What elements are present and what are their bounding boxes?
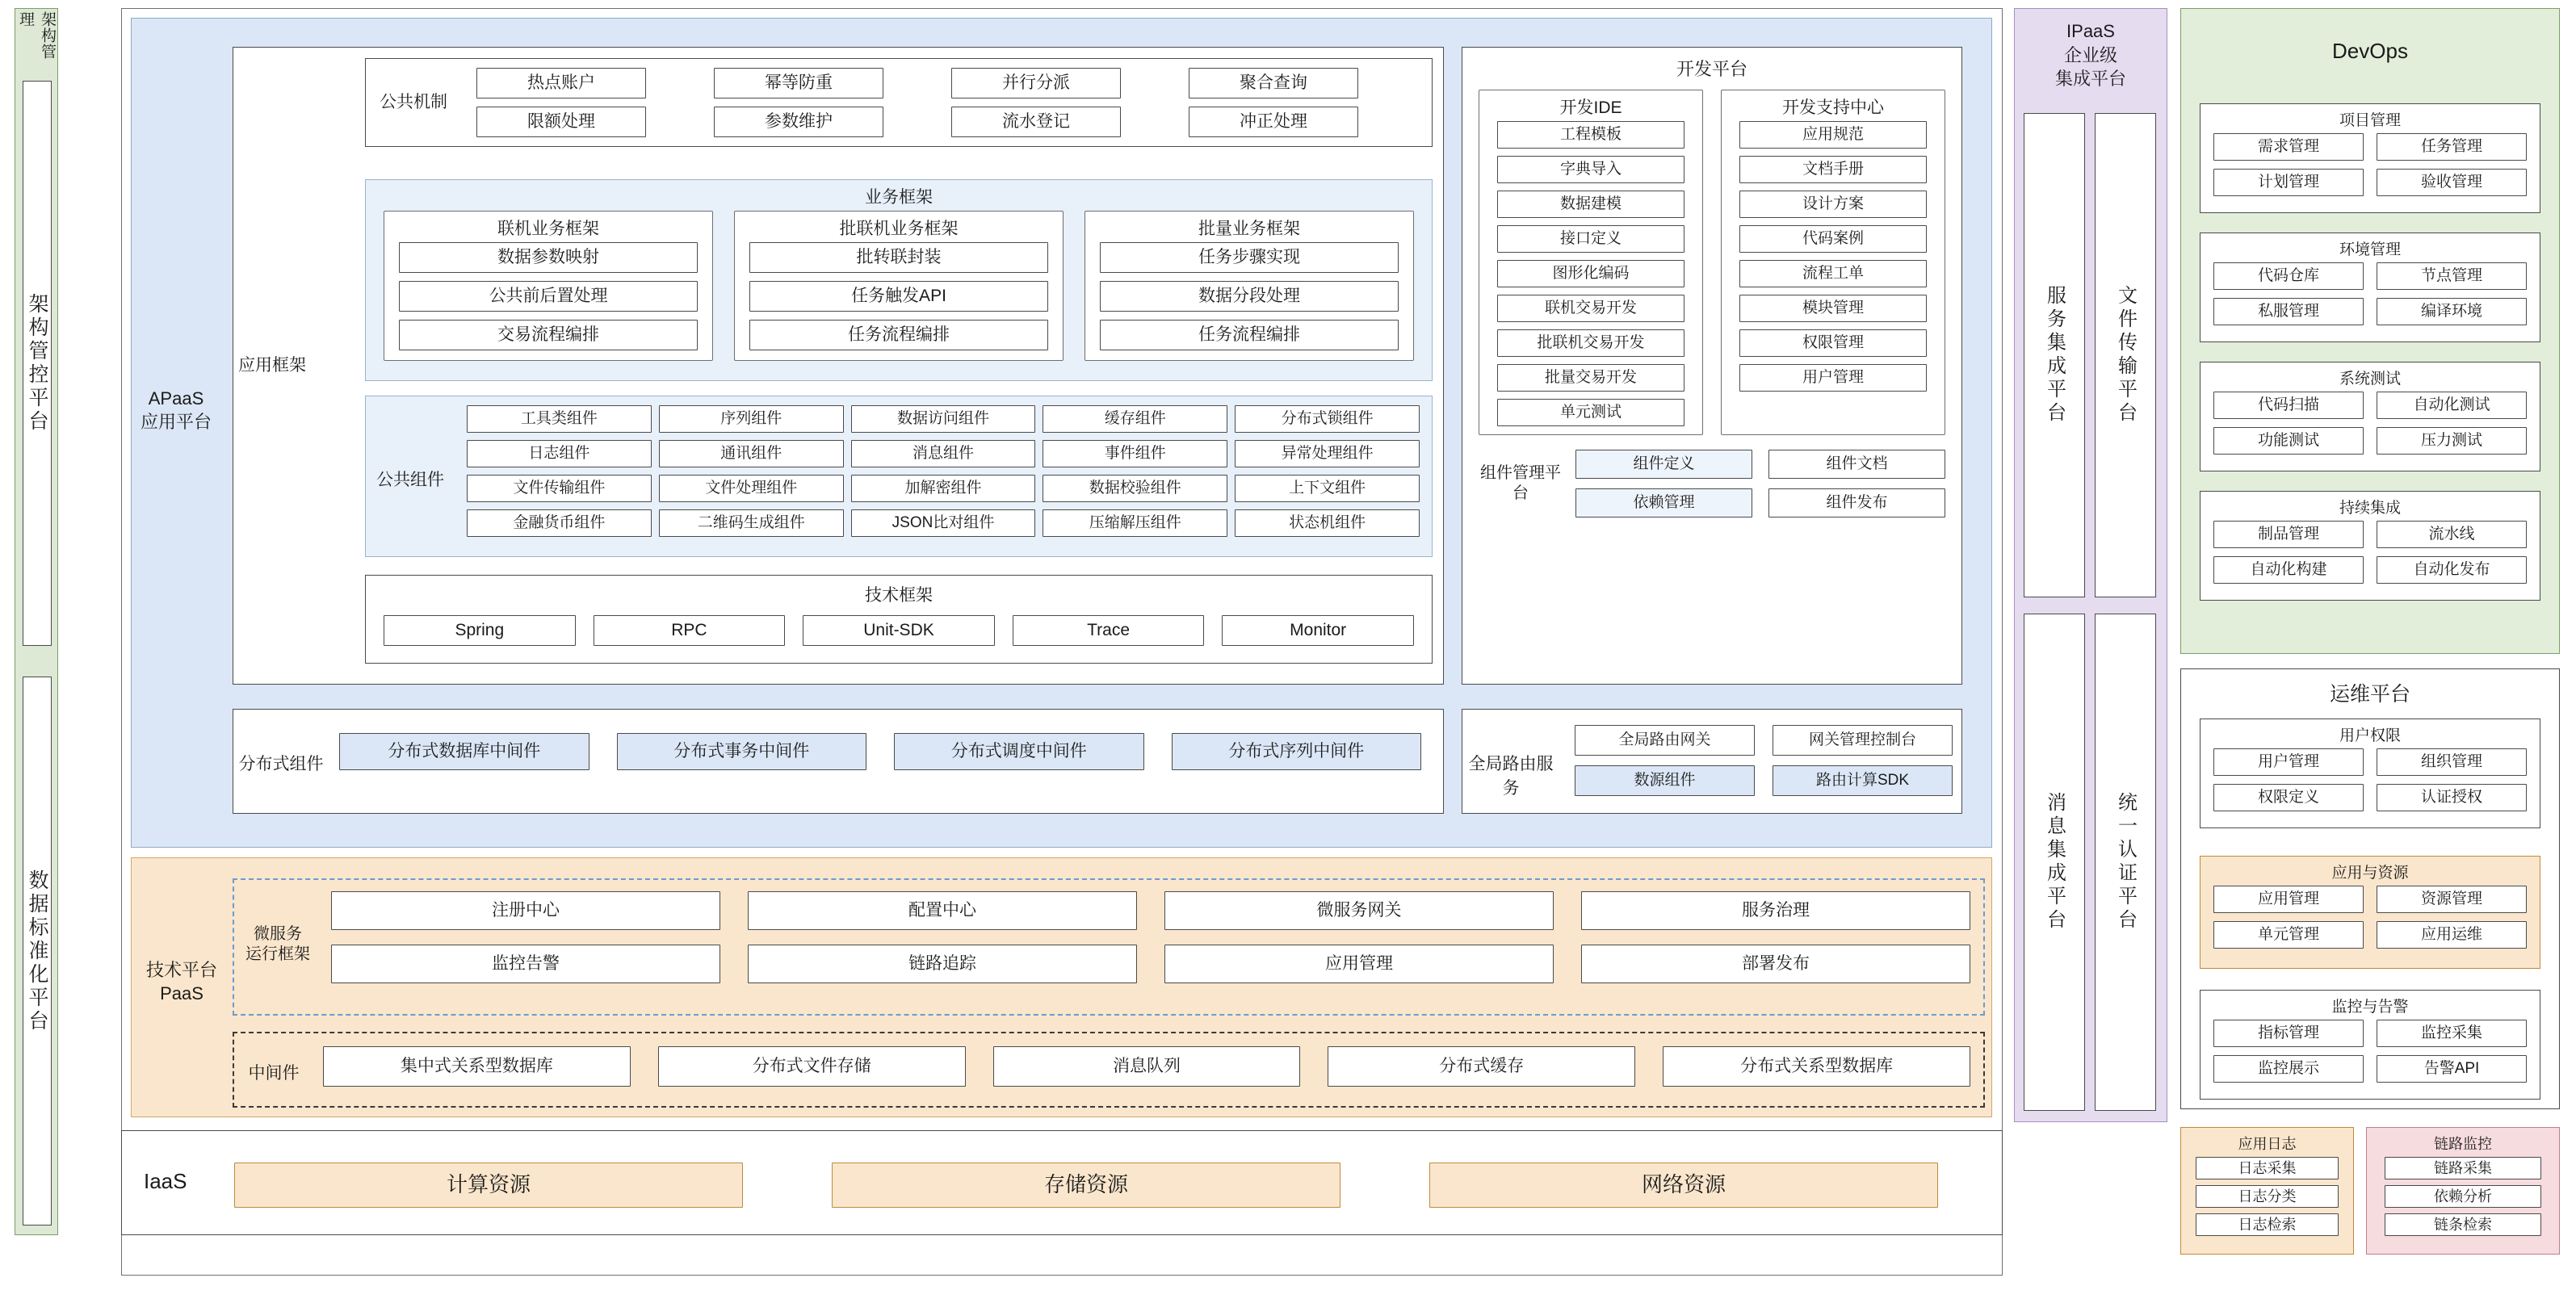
technical-framework-item[interactable]: Trace	[1013, 615, 1205, 646]
component-management-item[interactable]: 组件定义	[1575, 450, 1752, 479]
public-component-item[interactable]: 上下文组件	[1235, 475, 1420, 502]
public-component-item[interactable]: 状态机组件	[1235, 509, 1420, 537]
distributed-components-label	[237, 751, 325, 775]
development-ide-item[interactable]: 字典导入	[1497, 156, 1684, 183]
application-log-item[interactable]: 日志分类	[2196, 1185, 2339, 1208]
public-component-item[interactable]: 通讯组件	[659, 440, 844, 467]
development-ide-item[interactable]: 接口定义	[1497, 225, 1684, 253]
online-business-framework-item[interactable]: 公共前后置处理	[399, 281, 698, 312]
system-test-item[interactable]: 压力测试	[2377, 427, 2527, 455]
middleware-item[interactable]: 分布式关系型数据库	[1663, 1046, 1970, 1087]
development-ide-item[interactable]: 联机交易开发	[1497, 295, 1684, 322]
distributed-components-items	[339, 733, 1421, 770]
public-component-item[interactable]: 二维码生成组件	[659, 509, 844, 537]
system-test-title: 系统测试	[2339, 371, 2401, 388]
project-management-item[interactable]: 任务管理	[2377, 133, 2527, 161]
monitoring-and-alarm-group	[2200, 990, 2540, 1100]
microservice-item[interactable]: 链路追踪	[748, 945, 1137, 983]
distributed-component-item[interactable]: 分布式数据库中间件	[339, 733, 589, 770]
environment-management-title: 环境管理	[2339, 241, 2401, 258]
microservice-item[interactable]: 配置中心	[748, 891, 1137, 930]
component-management-platform-label: 组件管理平台	[1480, 464, 1561, 502]
global-route-service-label-text: 全局路由服务	[1468, 755, 1554, 798]
link-monitoring-item[interactable]: 依赖分析	[2385, 1185, 2541, 1208]
development-ide-item[interactable]: 单元测试	[1497, 399, 1684, 426]
public-component-item[interactable]: 事件组件	[1043, 440, 1227, 467]
global-route-item[interactable]: 数源组件	[1575, 765, 1755, 796]
development-support-item[interactable]: 代码案例	[1739, 225, 1927, 253]
microservice-item[interactable]: 微服务网关	[1164, 891, 1554, 930]
microservice-item[interactable]: 注册中心	[331, 891, 720, 930]
unified-authentication-platform-label: 统一认证平台	[2114, 792, 2137, 932]
architecture-management-label	[16, 11, 57, 74]
technical-framework-item[interactable]: Monitor	[1222, 615, 1414, 646]
technical-framework-item[interactable]: Unit-SDK	[803, 615, 995, 646]
business-framework-title: 业务框架	[865, 188, 933, 207]
iaas-label-text: IaaS	[144, 1169, 187, 1193]
user-permission-item[interactable]: 用户管理	[2213, 748, 2364, 776]
iaas-items	[234, 1163, 1938, 1208]
batch-business-framework-title: 批量业务框架	[1198, 220, 1300, 238]
apaas-label-line2: 应用平台	[140, 411, 212, 432]
microservice-item[interactable]: 监控告警	[331, 945, 720, 983]
component-management-item[interactable]: 依赖管理	[1575, 488, 1752, 517]
public-mechanism-item[interactable]: 限额处理	[476, 107, 646, 137]
online-business-framework	[384, 211, 713, 361]
global-route-items	[1575, 725, 1953, 796]
link-monitoring-title: 链路监控	[2434, 1136, 2492, 1152]
monitoring-and-alarm-item[interactable]: 告警API	[2377, 1055, 2527, 1083]
development-ide-item[interactable]: 工程模板	[1497, 121, 1684, 149]
public-components-items	[467, 405, 1420, 537]
user-permission-item[interactable]: 组织管理	[2377, 748, 2527, 776]
public-component-item[interactable]: 金融货币组件	[467, 509, 652, 537]
continuous-integration-item[interactable]: 自动化构建	[2213, 556, 2364, 584]
user-permission-item[interactable]: 权限定义	[2213, 784, 2364, 811]
batch-online-business-framework-item[interactable]: 批转联封装	[749, 242, 1048, 273]
development-ide-group	[1479, 90, 1703, 435]
business-framework-group	[365, 179, 1433, 381]
distributed-component-item[interactable]: 分布式序列中间件	[1172, 733, 1422, 770]
microservice-items	[331, 891, 1970, 983]
data-standardization-platform[interactable]	[23, 677, 52, 1225]
application-framework-label-text: 应用框架	[238, 356, 306, 375]
middleware-items	[323, 1046, 1970, 1087]
file-transfer-platform-label: 文件传输平台	[2114, 285, 2137, 425]
continuous-integration-title: 持续集成	[2339, 500, 2401, 517]
system-test-item[interactable]: 功能测试	[2213, 427, 2364, 455]
development-support-item[interactable]: 用户管理	[1739, 364, 1927, 392]
public-component-item[interactable]: 分布式锁组件	[1235, 405, 1420, 433]
public-component-item[interactable]: 数据访问组件	[851, 405, 1036, 433]
development-support-item[interactable]: 应用规范	[1739, 121, 1927, 149]
file-transfer-platform[interactable]	[2095, 113, 2156, 597]
ipaas-title-line3: 集成平台	[2054, 69, 2126, 90]
microservice-item[interactable]: 服务治理	[1581, 891, 1970, 930]
data-standardization-platform-label: 数据标准化平台	[26, 869, 48, 1033]
continuous-integration-item[interactable]: 流水线	[2377, 521, 2527, 548]
unified-authentication-platform[interactable]	[2095, 614, 2156, 1111]
middleware-item[interactable]: 分布式缓存	[1328, 1046, 1635, 1087]
development-ide-item[interactable]: 数据建模	[1497, 191, 1684, 218]
microservice-label-line2: 运行框架	[245, 945, 310, 963]
continuous-integration-item[interactable]: 自动化发布	[2377, 556, 2527, 584]
message-integration-platform-label: 消息集成平台	[2043, 792, 2066, 932]
iaas-item[interactable]: 计算资源	[234, 1163, 743, 1208]
user-permission-title: 用户权限	[2339, 727, 2401, 744]
continuous-integration-group	[2200, 491, 2540, 601]
public-mechanism-item[interactable]: 幂等防重	[714, 68, 883, 98]
system-test-item[interactable]: 自动化测试	[2377, 392, 2527, 419]
user-permission-group	[2200, 719, 2540, 828]
technical-platform-label-line1: 技术平台	[145, 960, 217, 980]
batch-business-framework-item[interactable]: 数据分段处理	[1100, 281, 1399, 312]
public-mechanism-item[interactable]: 并行分派	[951, 68, 1121, 98]
technical-framework-group	[365, 575, 1433, 664]
project-management-item[interactable]: 验收管理	[2377, 169, 2527, 196]
ipaas-title-line2: 企业级	[2063, 44, 2117, 65]
online-business-framework-title: 联机业务框架	[497, 220, 599, 238]
online-business-framework-item[interactable]: 交易流程编排	[399, 320, 698, 350]
ops-platform-title: 运维平台	[2329, 683, 2410, 706]
public-component-item[interactable]: 压缩解压组件	[1043, 509, 1227, 537]
development-ide-item[interactable]: 图形化编码	[1497, 260, 1684, 287]
global-route-item[interactable]: 网关管理控制台	[1773, 725, 1953, 756]
development-support-center-group	[1721, 90, 1945, 435]
public-component-item[interactable]: 加解密组件	[851, 475, 1036, 502]
public-mechanism-label-text: 公共机制	[380, 93, 447, 111]
development-support-item[interactable]: 权限管理	[1739, 329, 1927, 357]
system-test-item[interactable]: 代码扫描	[2213, 392, 2364, 419]
application-and-resource-item[interactable]: 资源管理	[2377, 886, 2527, 913]
continuous-integration-item[interactable]: 制品管理	[2213, 521, 2364, 548]
environment-management-item[interactable]: 私服管理	[2213, 298, 2364, 325]
message-integration-platform[interactable]	[2024, 614, 2085, 1111]
environment-management-group	[2200, 233, 2540, 342]
public-component-item[interactable]: 日志组件	[467, 440, 652, 467]
distributed-components-label-text: 分布式组件	[238, 755, 324, 773]
public-mechanism-item[interactable]: 参数维护	[714, 107, 883, 137]
link-monitoring-panel	[2366, 1127, 2560, 1255]
development-support-item[interactable]: 模块管理	[1739, 295, 1927, 322]
batch-business-framework	[1085, 211, 1414, 361]
batch-business-framework-item[interactable]: 任务流程编排	[1100, 320, 1399, 350]
technical-platform-label	[137, 959, 226, 1005]
apaas-label-line1: APaaS	[148, 388, 204, 408]
public-component-item[interactable]: 文件传输组件	[467, 475, 652, 502]
development-ide-title: 开发IDE	[1559, 98, 1622, 117]
batch-online-business-framework	[734, 211, 1064, 361]
iaas-item[interactable]: 网络资源	[1429, 1163, 1938, 1208]
monitoring-and-alarm-title: 监控与告警	[2331, 999, 2409, 1016]
public-mechanism-label	[370, 89, 457, 113]
microservice-item[interactable]: 应用管理	[1164, 945, 1554, 983]
global-route-item[interactable]: 全局路由网关	[1575, 725, 1755, 756]
development-support-item[interactable]: 文档手册	[1739, 156, 1927, 183]
public-mechanism-item[interactable]: 流水登记	[951, 107, 1121, 137]
microservice-label-line1: 微服务	[254, 925, 302, 943]
public-components-label	[370, 467, 451, 491]
environment-management-item[interactable]: 编译环境	[2377, 298, 2527, 325]
environment-management-item[interactable]: 代码仓库	[2213, 262, 2364, 290]
global-route-service-label	[1466, 751, 1555, 799]
middleware-item[interactable]: 集中式关系型数据库	[323, 1046, 631, 1087]
technical-framework-title: 技术框架	[865, 586, 933, 605]
application-framework-label	[237, 355, 307, 376]
global-route-item[interactable]: 路由计算SDK	[1773, 765, 1953, 796]
distributed-component-item[interactable]: 分布式事务中间件	[617, 733, 867, 770]
development-platform-box	[1462, 47, 1962, 685]
development-support-center-title: 开发支持中心	[1782, 98, 1884, 117]
monitoring-and-alarm-item[interactable]: 监控展示	[2213, 1055, 2364, 1083]
devops-title: DevOps	[2332, 39, 2408, 63]
online-business-framework-item[interactable]: 数据参数映射	[399, 242, 698, 273]
link-monitoring-item[interactable]: 链路采集	[2385, 1157, 2541, 1179]
system-test-group	[2200, 362, 2540, 471]
public-component-item[interactable]: 文件处理组件	[659, 475, 844, 502]
application-and-resource-title: 应用与资源	[2331, 865, 2409, 882]
development-ide-item[interactable]: 批联机交易开发	[1497, 329, 1684, 357]
public-mechanism-items	[476, 68, 1421, 137]
technical-platform-label-line2: PaaS	[160, 982, 203, 1003]
technical-framework-item[interactable]: Spring	[384, 615, 576, 646]
public-components-label-text: 公共组件	[376, 471, 444, 489]
user-permission-item[interactable]: 认证授权	[2377, 784, 2527, 811]
iaas-item[interactable]: 存储资源	[832, 1163, 1340, 1208]
application-and-resource-group	[2200, 856, 2540, 969]
technical-framework-item[interactable]: RPC	[594, 615, 786, 646]
public-component-item[interactable]: 异常处理组件	[1235, 440, 1420, 467]
development-ide-item[interactable]: 批量交易开发	[1497, 364, 1684, 392]
batch-business-framework-item[interactable]: 任务步骤实现	[1100, 242, 1399, 273]
public-mechanism-item[interactable]: 聚合查询	[1189, 68, 1358, 98]
public-component-item[interactable]: 序列组件	[659, 405, 844, 433]
application-log-title: 应用日志	[2238, 1136, 2297, 1152]
application-and-resource-item[interactable]: 单元管理	[2213, 921, 2364, 949]
middleware-item[interactable]: 分布式文件存储	[658, 1046, 966, 1087]
project-management-title: 项目管理	[2339, 112, 2401, 129]
middleware-item[interactable]: 消息队列	[993, 1046, 1301, 1087]
development-platform-title: 开发平台	[1676, 59, 1747, 79]
application-log-item[interactable]: 日志检索	[2196, 1213, 2339, 1236]
service-integration-platform-label: 服务集成平台	[2043, 285, 2066, 425]
ipaas-title-line1: IPaaS	[2066, 21, 2115, 41]
environment-management-item[interactable]: 节点管理	[2377, 262, 2527, 290]
development-support-item[interactable]: 设计方案	[1739, 191, 1927, 218]
application-log-item[interactable]: 日志采集	[2196, 1157, 2339, 1179]
component-management-item[interactable]: 组件文档	[1768, 450, 1945, 479]
link-monitoring-item[interactable]: 链条检索	[2385, 1213, 2541, 1236]
monitoring-and-alarm-item[interactable]: 监控采集	[2377, 1020, 2527, 1047]
iaas-label	[144, 1169, 187, 1194]
service-integration-platform[interactable]	[2024, 113, 2085, 597]
monitoring-and-alarm-item[interactable]: 指标管理	[2213, 1020, 2364, 1047]
architecture-control-platform-label: 架构管控平台	[26, 293, 48, 434]
public-component-item[interactable]: 数据校验组件	[1043, 475, 1227, 502]
distributed-component-item[interactable]: 分布式调度中间件	[894, 733, 1144, 770]
batch-online-business-framework-item[interactable]: 任务流程编排	[749, 320, 1048, 350]
public-mechanism-item[interactable]: 热点账户	[476, 68, 646, 98]
component-management-item[interactable]: 组件发布	[1768, 488, 1945, 517]
project-management-group	[2200, 103, 2540, 213]
public-component-item[interactable]: JSON比对组件	[851, 509, 1036, 537]
project-management-item[interactable]: 计划管理	[2213, 169, 2364, 196]
batch-online-business-framework-title: 批联机业务框架	[839, 220, 959, 238]
public-component-item[interactable]: 消息组件	[851, 440, 1036, 467]
architecture-control-platform[interactable]	[23, 81, 52, 646]
microservice-item[interactable]: 部署发布	[1581, 945, 1970, 983]
application-and-resource-item[interactable]: 应用管理	[2213, 886, 2364, 913]
batch-online-business-framework-item[interactable]: 任务触发API	[749, 281, 1048, 312]
public-mechanism-item[interactable]: 冲正处理	[1189, 107, 1358, 137]
ipaas-title	[2019, 19, 2163, 91]
middleware-label-text: 中间件	[248, 1064, 300, 1083]
development-support-item[interactable]: 流程工单	[1739, 260, 1927, 287]
apaas-label	[136, 388, 216, 434]
public-component-item[interactable]: 工具类组件	[467, 405, 652, 433]
application-log-panel	[2180, 1127, 2354, 1255]
architecture-management-label-text: 架构管理	[17, 11, 56, 60]
application-and-resource-item[interactable]: 应用运维	[2377, 921, 2527, 949]
middleware-label	[239, 1060, 308, 1084]
public-component-item[interactable]: 缓存组件	[1043, 405, 1227, 433]
microservice-runtime-framework-label	[237, 924, 318, 965]
project-management-item[interactable]: 需求管理	[2213, 133, 2364, 161]
